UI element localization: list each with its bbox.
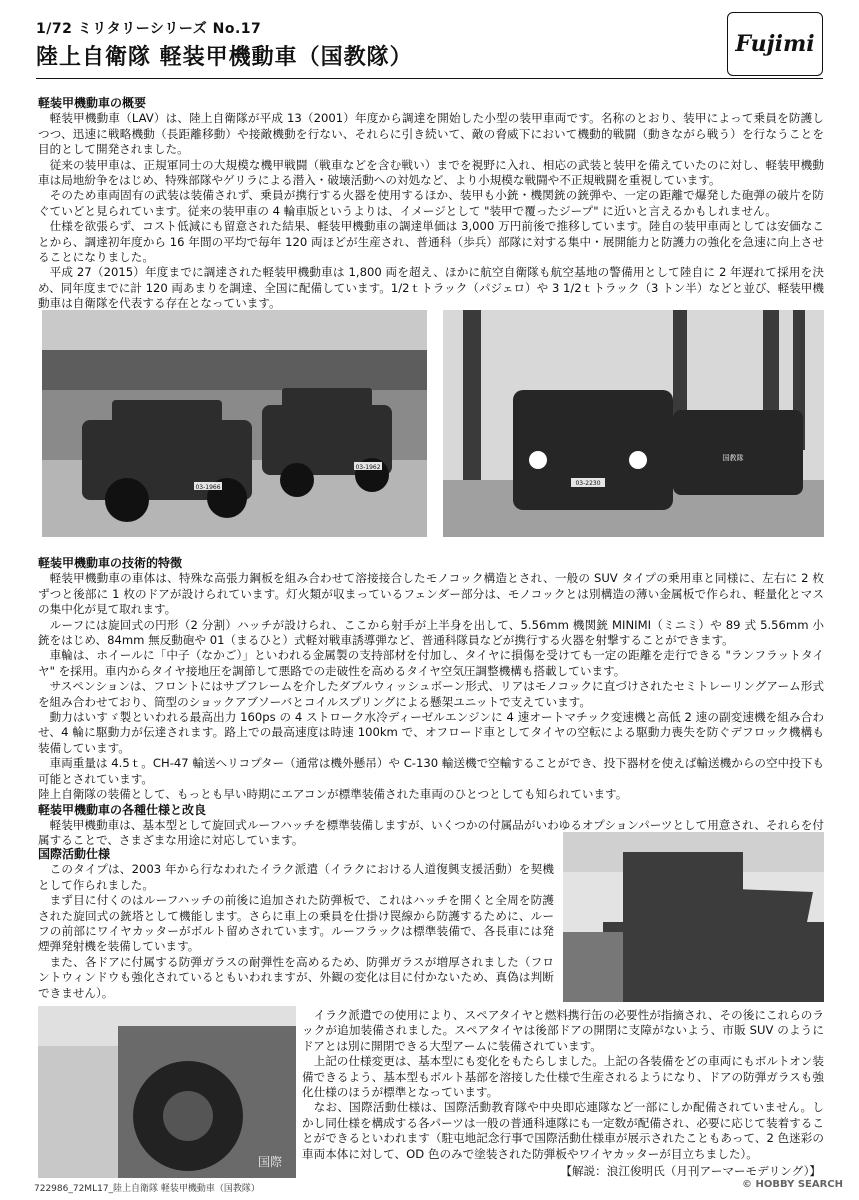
paragraph: 平成 27（2015）年度までに調達された軽装甲機動車は 1,800 両を超え、ほかに航空自衛隊も航空基地の警備用として陸自に 2 年遅れて採用を決め、同年度までに計 120 両あまりを調達、全国に配備しています。1/2ｔトラック（パジェロ）や 3 1/2ｔトラック（3 トン半）などと並び、軽装甲機動車は自衛隊を代表する存在となっています。 [38,265,824,311]
plate-label: 03-1966 [195,484,221,491]
paragraph: このタイプは、2003 年から行なわれたイラク派遣（イラクにおける人道復興支援活動）を契機として作られました。 [38,862,554,892]
paragraph: 車輪は、ホイールに「中子（なかご）」といわれる金属製の支持部材を付加し、タイヤに損傷を受けても一定の距離を走行できる "ランフラットタイヤ" を採用。車内からタイヤ接地圧を調節して悪路での走破性を高めるタイヤ空気圧調整機構も搭載しています。 [38,648,824,678]
author-credit: 【解説：浪江俊明氏（月刊アーマーモデリング）】 [560,1164,821,1178]
paragraph: 従来の装甲車は、正規軍同士の大規模な機甲戦闘（戦車などを含む戦い）までを視野に入れ、相応の武装と装甲を備えていたのに対し、軽装甲機動車は局地紛争をはじめ、特殊部隊やゲリラによる潜入・破壊活動への対処など、より小規模な戦闘や不正規戦闘を重視しています。 [38,157,824,188]
paragraph: サスペンションは、フロントにはサブフレームを介したダブルウィッシュボーン形式、リアはモノコックに直づけされたセミトレーリングアーム形式を組み合わせており、筒型のショックアブソーバとコイルスプリングによる懸架ユニットで支えています。 [38,679,824,709]
watermark: © HOBBY SEARCH [742,1179,843,1190]
paragraph: なお、国際活動仕様は、国際活動教育隊や中央即応連隊など一部にしか配備されていません。しかし同仕様を構成する各パーツは一般の普通科連隊にも一定数が配備され、必要に応じて装着することができるといわれます（駐屯地記念行事で国際活動仕様車が展示されたこともあって、2 色迷彩の車両本体に対して、OD 色のみで塗装された防弾板やワイヤカッターが目立ちました）。 [302,1100,824,1161]
section-overview [38,96,824,312]
section-heading: 国際活動仕様 [38,847,111,861]
vehicle-marking: 国際 [258,1155,283,1169]
paragraph: 動力はいすゞ製といわれる最高出力 160ps の 4 ストローク水冷ディーゼルエンジンに 4 速オートマチック変速機と高低 2 速の副変速機を組み合わせ、4 輪に駆動力が伝達されます。路上での最高速度は時速 100km で、オフロード車としてタイヤの空転による駆動力喪失を防ぐデフロック機構も装備しています。 [38,710,824,755]
brand-logo [727,12,823,76]
series-label: 1/72 ミリタリーシリーズ No.17 [36,21,262,37]
section-heading: 軽装甲機動車の各種仕様と改良 [38,802,207,817]
section-international [38,847,554,1001]
plate-label: 03-2230 [575,480,601,487]
section-heading: 軽装甲機動車の概要 [38,96,147,110]
paragraph: 陸上自衛隊の装備として、もっとも早い時期にエアコンが標準装備された車両のひとつとしても知られています。 [38,787,628,802]
paragraph: イラク派遣での使用により、スペアタイヤと燃料携行缶の必要性が指摘され、その後にこれらのラックが追加装備されました。スペアタイヤは後部ドアの開閉に支障がないよう、市販 SUV のようにドアとは別に開閉できる大型アームに装備されています。 [302,1008,824,1053]
page-title: 陸上自衛隊 軽装甲機動車（国教隊） [36,45,413,70]
plate-label: 国教隊 [722,454,744,462]
paragraph: 上記の仕様変更は、基本型にも変化をもたらしました。上記の各装備をどの車両にもボルトオン装備できるよう、基本型もボルト基部を溶接した仕様で生産されるようになり、ドアの防弾ガラスも強化仕様のほうが標準となっています。 [302,1054,824,1100]
paragraph: そのため車両固有の武装は装備されず、乗員が携行する火器を使用するほか、装甲も小銃・機関銃の銃弾や、一定の距離で爆発した砲弾の破片を防ぐていどと見られています。従来の装甲車の 4 輪車版というよりは、イメージとして "装甲で覆ったジープ" に近いと言えるかもしれません。 [38,188,824,218]
paragraph: まず目に付くのはルーフハッチの前後に追加された防弾板で、これはハッチを開くと全周を防護された旋回式の銃塔として機能します。さらに車上の乗員を仕掛け罠線から防護するために、ルーフの前部にワイヤカッターがボルト留めされています。ルーフラックは標準装備で、各長車には発煙弾発射機を装備しています。 [38,893,554,954]
paragraph: ルーフには旋回式の円形（2 分割）ハッチが設けられ、ここから射手が上半身を出して、5.56mm 機関銃 MINIMI（ミニミ）や 89 式 5.56mm 小銃をはじめ、84mm 無反動砲や 01（まるひと）式軽対戦車誘導弾など、普通科隊員などが携行する火器を射撃することができます。 [38,617,824,648]
paragraph: 仕様を欲張らず、コスト低減にも留意された結果、軽装甲機動車の調達単価は 3,000 万円前後で推移しています。陸自の装甲車両としては安価なことから、調達初年度から 16 年間の平均で毎年 120 両ほどが生産され、普通科（歩兵）部隊に対する集中・展開能力と防護力の強化を急速に向上させることになりました。 [38,219,824,265]
brand-logo-text: Fujimi [735,31,815,57]
section-heading: 軽装甲機動車の技術的特徴 [38,556,183,570]
paragraph: 軽装甲機動車（LAV）は、陸上自衛隊が平成 13（2001）年度から調達を開始した小型の装甲車両です。名称のとおり、装甲によって乗員を防護しつつ、迅速に戦略機動（長距離移動）や接敵機動を行ない、それらに引き続いて、敵の脅威下において機動的戦闘（動きながら戦う）を行なうことを目的として開発されました。 [38,111,824,157]
paragraph: 車両重量は 4.5ｔ。CH-47 輸送ヘリコプター（通常は機外懸吊）や C-130 輸送機で空輸することができ、投下器材を使えば輸送機からの空中投下も可能とされています。 [38,756,824,786]
paragraph: 軽装甲機動車は、基本型として旋回式ルーフハッチを標準装備しますが、いくつかの付属品がいわゆるオプションパーツとして用意され、それらを付属することで、さまざまな用途に対応しています。 [38,817,824,848]
vehicle-photo-3 [563,832,824,1002]
footer-code: 722986_72ML17_陸上自衛隊 軽装甲機動車（国教隊） [34,1184,260,1194]
paragraph: また、各ドアに付属する防弾ガラスの耐弾性を高めるため、防弾ガラスが増厚されました（フロントウィンドウも強化されているともいわれますが、外観の変化は目に付かないため、真偽は判断できません）。 [38,954,554,1000]
vehicle-photo-1 [42,310,427,537]
paragraph: 軽装甲機動車の車体は、特殊な高張力鋼板を組み合わせて溶接接合したモノコック構造とされ、一般の SUV タイプの乗用車と同様に、左右に 2 枚ずつと後部に 1 枚のドアが設けられています。灯火類が収まっているフェンダー部分は、モノコックとは別構造の薄い金属板で作られ、軽量化とマスの集中化が見て取れます。 [38,571,824,617]
vehicle-photo-4 [38,1006,296,1178]
plate-label: 03-1962 [355,464,381,471]
title-rule [36,78,823,79]
vehicle-photo-2 [443,310,824,537]
section-iraq-changes [302,1008,824,1162]
section-technical [38,556,824,849]
